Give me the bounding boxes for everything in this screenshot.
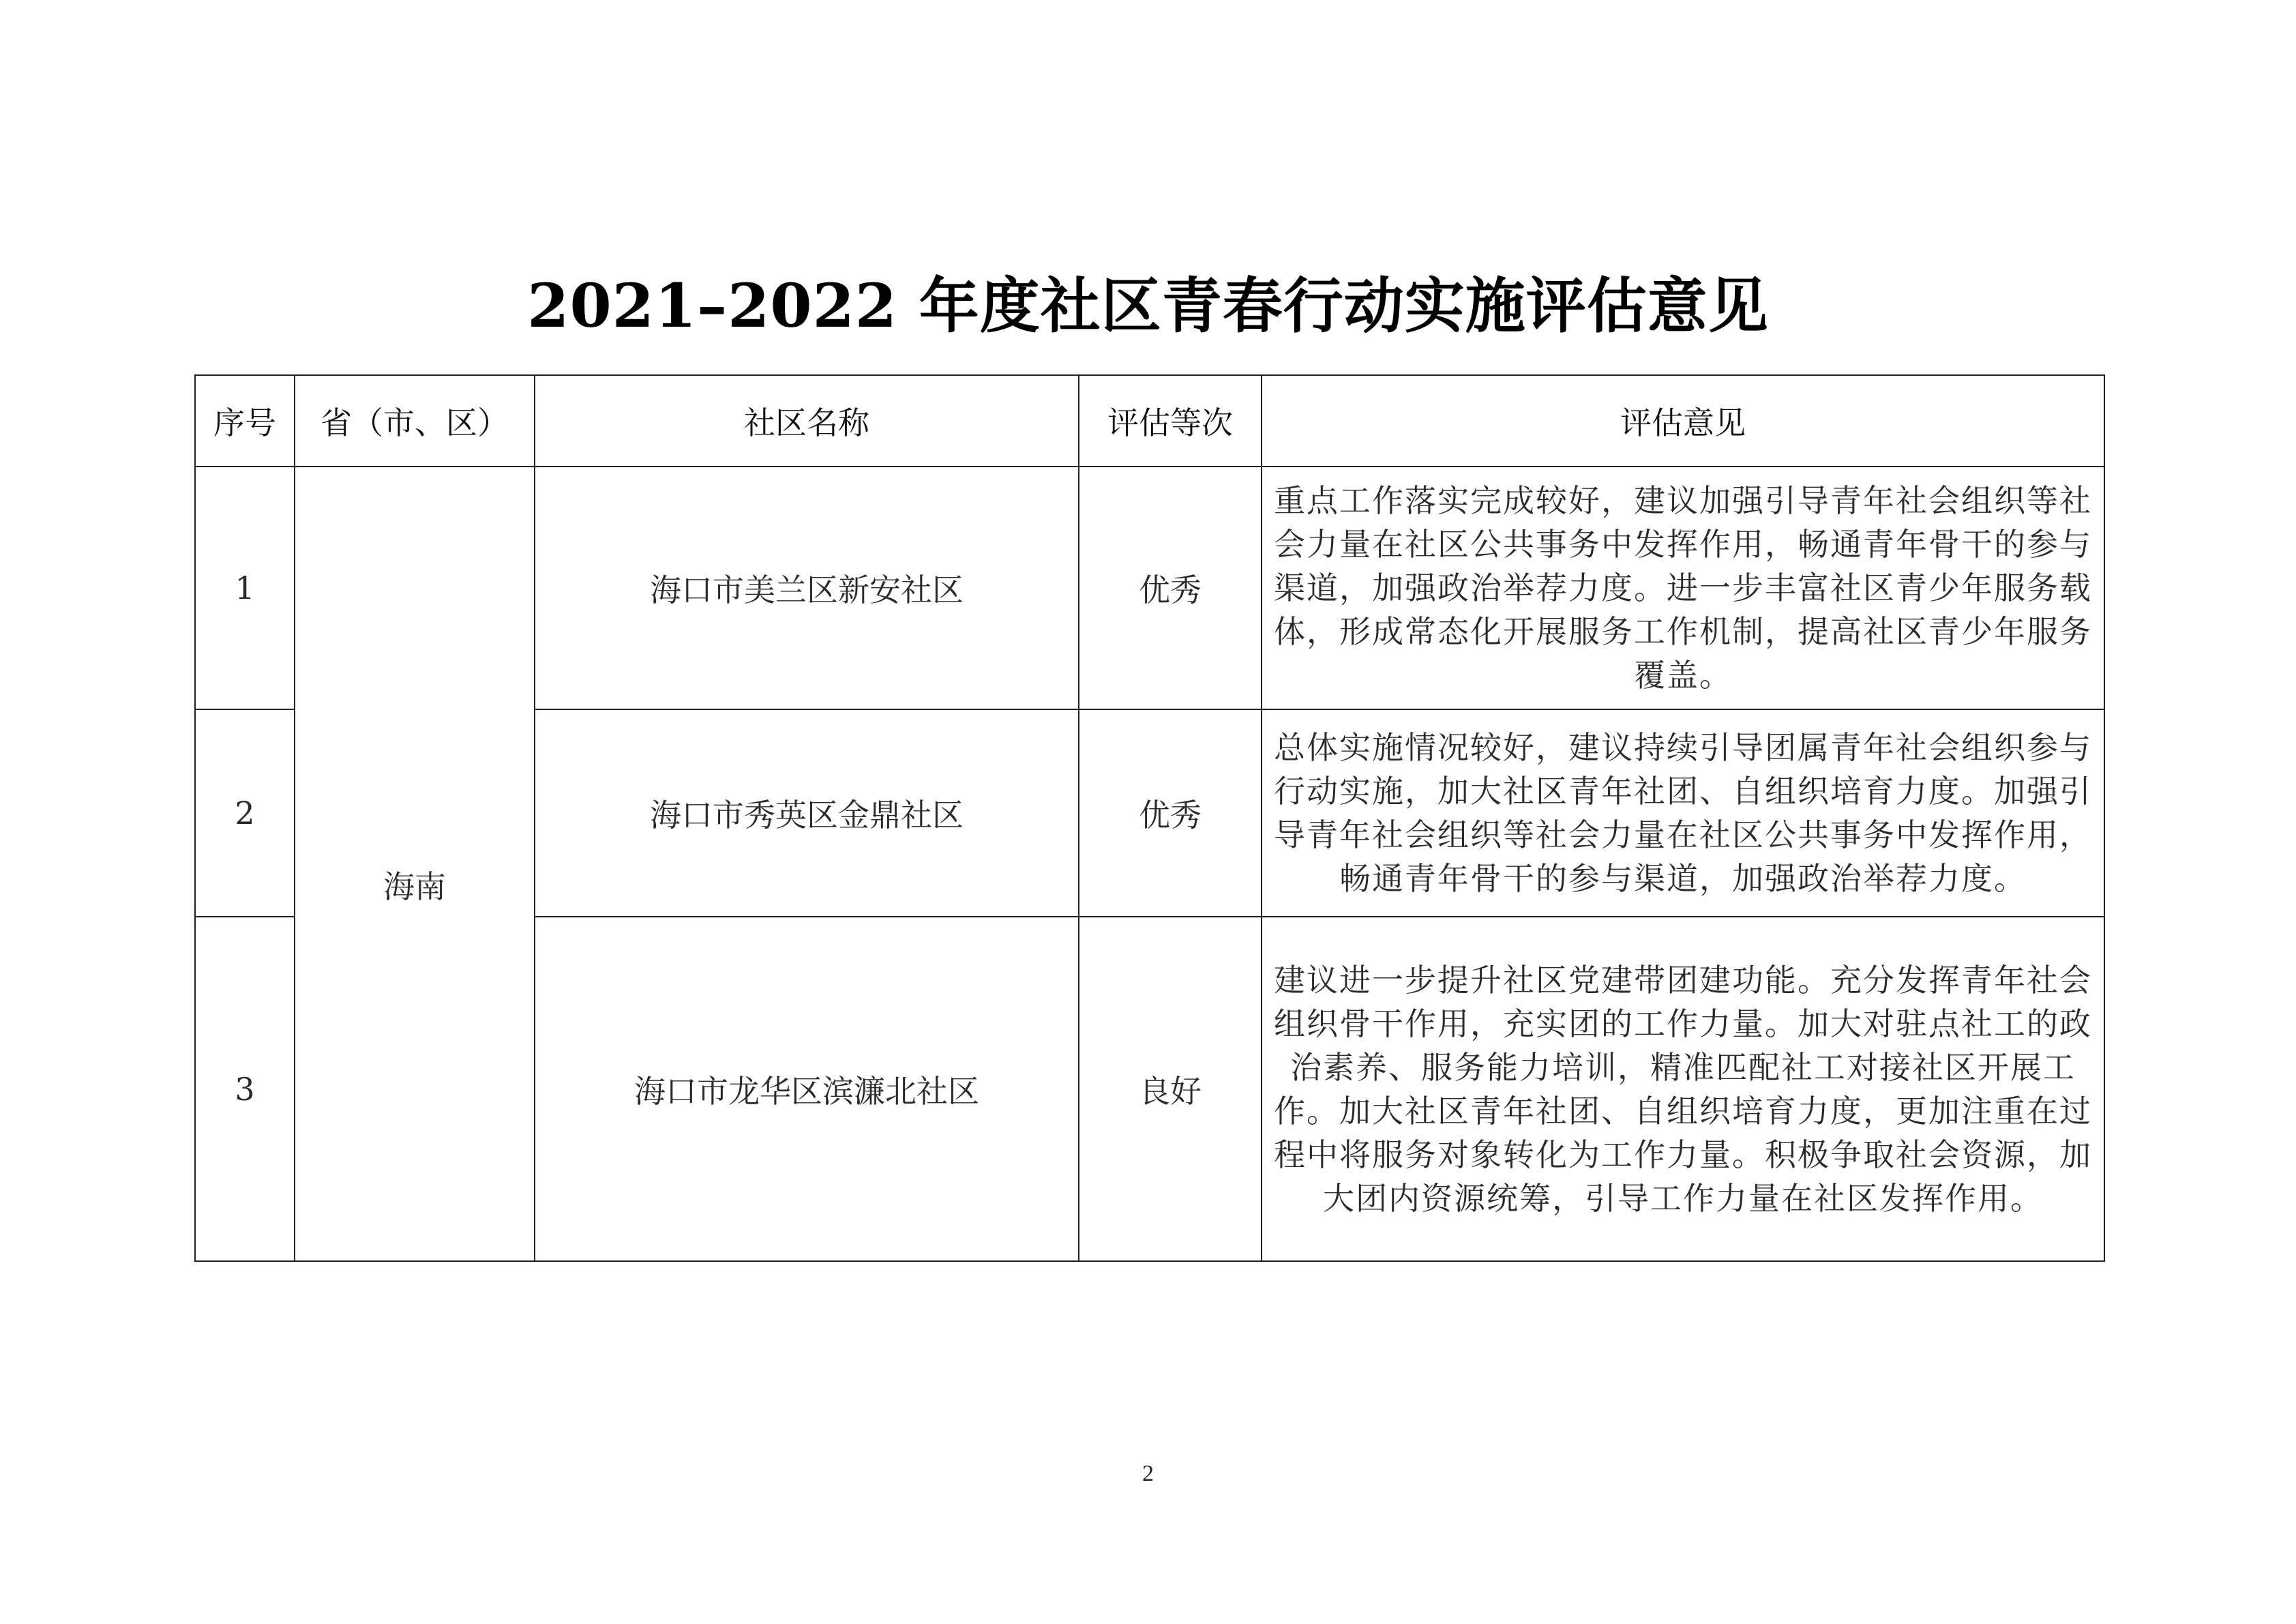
- evaluation-opinion: 建议进一步提升社区党建带团建功能。充分发挥青年社会组织骨干作用，充实团的工作力量。加大对驻点社工的政治素养、服务能力培训，精准匹配社工对接社区开展工作。加大社区青年社团、自组织培育力度，更加注重在过程中将服务对象转化为工作力量。积极争取社会资源，加大团内资源统筹，引导工作力量在社区发挥作用。: [1262, 917, 2104, 1261]
- province-cell: 海南: [295, 467, 535, 1261]
- evaluation-grade: 良好: [1079, 917, 1262, 1261]
- row-seq: 2: [195, 709, 295, 917]
- page-title: 2021–2022 年度社区青春行动实施评估意见: [527, 270, 1769, 341]
- community-name: 海口市龙华区滨濂北社区: [535, 917, 1079, 1261]
- table-row: [195, 467, 2104, 709]
- header-opinion: 评估意见: [1262, 375, 2104, 467]
- header-province: 省（市、区）: [295, 375, 535, 467]
- row-seq: 3: [195, 917, 295, 1261]
- evaluation-grade: 优秀: [1079, 467, 1262, 709]
- community-name: 海口市秀英区金鼎社区: [535, 709, 1079, 917]
- table-header-row: [195, 375, 2104, 467]
- evaluation-opinion: 总体实施情况较好，建议持续引导团属青年社会组织参与行动实施，加大社区青年社团、自组织培育力度。加强引导青年社会组织等社会力量在社区公共事务中发挥作用，畅通青年骨干的参与渠道，加强政治举荐力度。: [1262, 709, 2104, 917]
- page-number: 2: [1142, 1461, 1154, 1486]
- community-name: 海口市美兰区新安社区: [535, 467, 1079, 709]
- header-community: 社区名称: [535, 375, 1079, 467]
- row-seq: 1: [195, 467, 295, 709]
- evaluation-table: [194, 374, 2105, 1262]
- header-grade: 评估等次: [1079, 375, 1262, 467]
- evaluation-opinion: 重点工作落实完成较好，建议加强引导青年社会组织等社会力量在社区公共事务中发挥作用，畅通青年骨干的参与渠道，加强政治举荐力度。进一步丰富社区青少年服务载体，形成常态化开展服务工作机制，提高社区青少年服务覆盖。: [1262, 467, 2104, 709]
- evaluation-grade: 优秀: [1079, 709, 1262, 917]
- header-seq: 序号: [195, 375, 295, 467]
